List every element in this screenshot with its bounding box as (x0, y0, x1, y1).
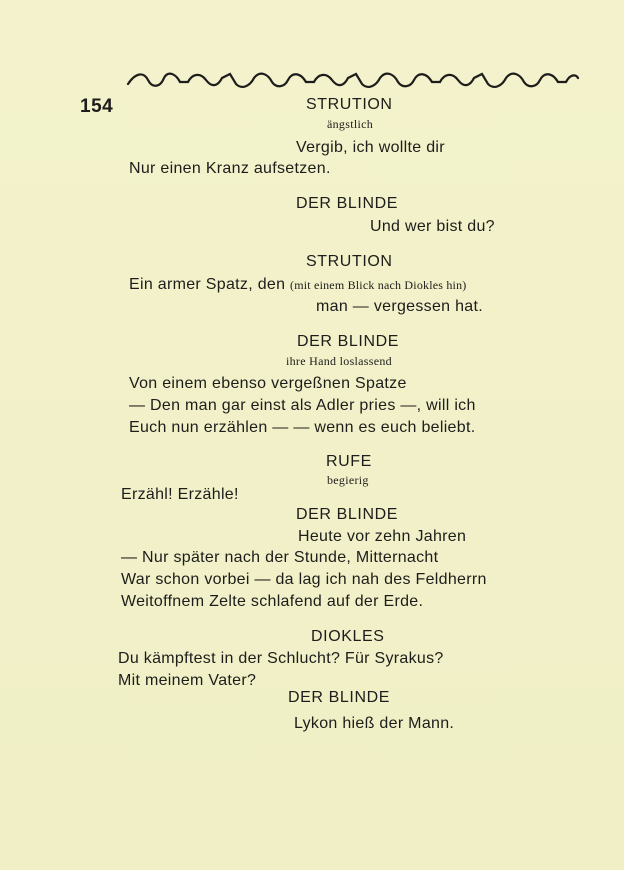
verse-line: — Den man gar einst als Adler pries —, will ich (129, 397, 476, 414)
verse-line-text: Ein armer Spatz, den (129, 276, 286, 293)
verse-line: Von einem ebenso vergeßnen Spatze (129, 375, 407, 392)
verse-line: Nur einen Kranz aufsetzen. (129, 160, 331, 177)
speaker-der-blinde: DER BLINDE (297, 333, 400, 350)
verse-line: Vergib, ich wollte dir (296, 139, 445, 156)
stage-direction: ihre Hand loslassend (286, 354, 392, 368)
ornament-border-icon (126, 70, 580, 90)
page-number: 154 (80, 96, 114, 117)
verse-line: Erzähl! Erzähle! (121, 486, 239, 503)
speaker-strution: STRUTION (306, 253, 393, 270)
verse-line: Weitoffnem Zelte schlafend auf der Erde. (121, 593, 424, 610)
stage-direction: ängstlich (327, 117, 374, 131)
verse-line: War schon vorbei — da lag ich nah des Feldherrn (121, 571, 487, 588)
stage-direction: begierig (327, 473, 369, 487)
inline-stage-direction: (mit einem Blick nach Diokles hin) (290, 278, 467, 292)
speaker-rufe: RUFE (326, 453, 372, 470)
verse-line: Euch nun erzählen — — wenn es euch beliebt. (129, 419, 476, 436)
verse-line: man — vergessen hat. (316, 298, 483, 315)
speaker-der-blinde: DER BLINDE (296, 195, 399, 212)
verse-line: — Nur später nach der Stunde, Mitternacht (121, 549, 439, 566)
verse-line: Und wer bist du? (370, 218, 495, 235)
verse-line: Mit meinem Vater? (118, 672, 257, 689)
speaker-der-blinde: DER BLINDE (296, 506, 399, 523)
speaker-diokles: DIOKLES (311, 628, 385, 645)
verse-line: Du kämpftest in der Schlucht? Für Syrakus? (118, 650, 444, 667)
verse-line: Heute vor zehn Jahren (298, 528, 467, 545)
verse-line (129, 277, 466, 293)
verse-line: Lykon hieß der Mann. (294, 715, 455, 732)
speaker-der-blinde: DER BLINDE (288, 689, 391, 706)
speaker-strution: STRUTION (306, 96, 393, 113)
